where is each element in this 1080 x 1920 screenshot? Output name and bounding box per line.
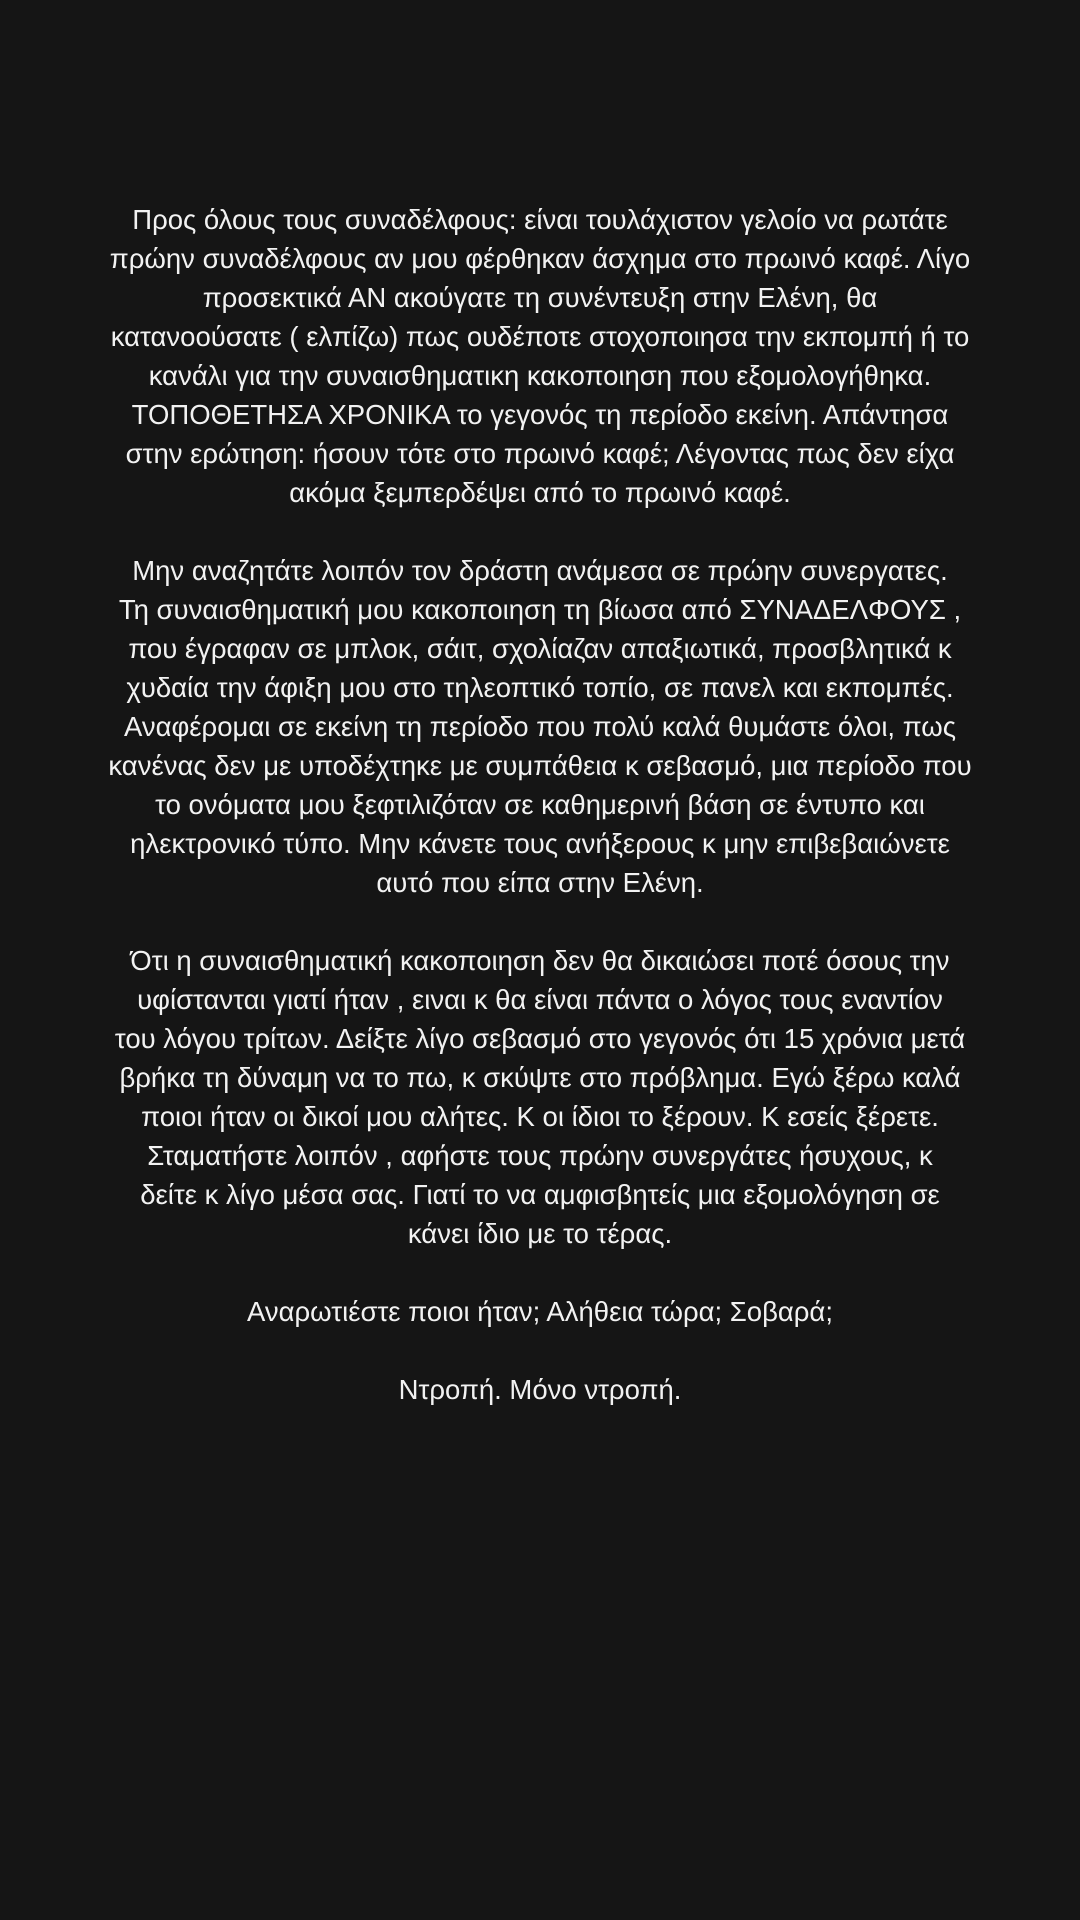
text-line: του λόγου τρίτων. Δείξτε λίγο σεβασμό στο γεγονός ότι 15 χρόνια μετά [114, 1023, 966, 1054]
text-line: κανένας δεν με υποδέχτηκε με συμπάθεια κ σεβασμό, μια περίοδο που [108, 750, 972, 781]
text-line: Αναφέρομαι σε εκείνη τη περίοδο που πολύ καλά θυμάστε όλοι, πως [123, 711, 957, 742]
paragraph-1 [50, 200, 1030, 512]
text-line: Ότι η συναισθηματική κακοποιηση δεν θα δικαιώσει ποτέ όσους την [130, 945, 950, 976]
text-line: ηλεκτρονικό τύπο. Μην κάνετε τους ανήξερους κ μην επιβεβαιώνετε [130, 828, 950, 859]
paragraph-3 [50, 941, 1030, 1253]
paragraph-5 [50, 1370, 1030, 1409]
story-text-block [50, 200, 1030, 1448]
text-line: ακόμα ξεμπερδέψει από το πρωινό καφέ. [289, 477, 791, 508]
text-line: πρώην συναδέλφους αν μου φέρθηκαν άσχημα στο πρωινό καφέ. Λίγο [109, 243, 971, 274]
text-line: Σταματήστε λοιπόν , αφήστε τους πρώην συνεργάτες ήσυχους, κ [147, 1140, 933, 1171]
paragraph-4 [50, 1292, 1030, 1331]
text-line: Αναρωτιέστε ποιοι ήταν; Αλήθεια τώρα; Σοβαρά; [247, 1296, 833, 1327]
text-line: χυδαία την άφιξη μου στο τηλεοπτικό τοπίο, σε πανελ και εκπομπές. [126, 672, 954, 703]
text-line: αυτό που είπα στην Ελένη. [376, 867, 704, 898]
text-line: ποιοι ήταν οι δικοί μου αλήτες. Κ οι ίδιοι το ξέρουν. Κ εσείς ξέρετε. [141, 1101, 939, 1132]
text-line: κατανοούσατε ( ελπίζω) πως ουδέποτε στοχοποιησα την εκπομπή ή το [110, 321, 970, 352]
text-line: στην ερώτηση: ήσουν τότε στο πρωινό καφέ; Λέγοντας πως δεν είχα [125, 438, 955, 469]
paragraph-2 [50, 551, 1030, 902]
text-line: Τη συναισθηματική μου κακοποιηση τη βίωσα από ΣΥΝΑΔΕΛΦΟΥΣ , [118, 594, 962, 625]
text-line: προσεκτικά ΑΝ ακούγατε τη συνέντευξη στην Ελένη, θα [202, 282, 878, 313]
text-line: Μην αναζητάτε λοιπόν τον δράστη ανάμεσα σε πρώην συνεργατες. [132, 555, 948, 586]
text-line: βρήκα τη δύναμη να το πω, κ σκύψτε στο πρόβλημα. Εγώ ξέρω καλά [119, 1062, 961, 1093]
text-line: που έγραφαν σε μπλοκ, σάιτ, σχολίαζαν απαξιωτικά, προσβλητικά κ [128, 633, 952, 664]
text-line: ΤΟΠΟΘΕΤΗΣΑ ΧΡΟΝΙΚΑ το γεγονός τη περίοδο εκείνη. Απάντησα [131, 399, 949, 430]
text-line: κανάλι για την συναισθηματικη κακοποιηση που εξομολογήθηκα. [148, 360, 932, 391]
text-line: Ντροπή. Μόνο ντροπή. [398, 1374, 682, 1405]
text-line: το ονόματα μου ξεφτιλιζόταν σε καθημερινή βάση σε έντυπο και [155, 789, 925, 820]
text-line: Προς όλους τους συναδέλφους: είναι τουλάχιστον γελοίο να ρωτάτε [132, 204, 948, 235]
text-line: κάνει ίδιο με το τέρας. [407, 1218, 673, 1249]
text-line: υφίστανται γιατί ήταν , ειναι κ θα είναι πάντα ο λόγος τους εναντίον [137, 984, 943, 1015]
text-line: δείτε κ λίγο μέσα σας. Γιατί το να αμφισβητείς μια εξομολόγηση σε [140, 1179, 940, 1210]
